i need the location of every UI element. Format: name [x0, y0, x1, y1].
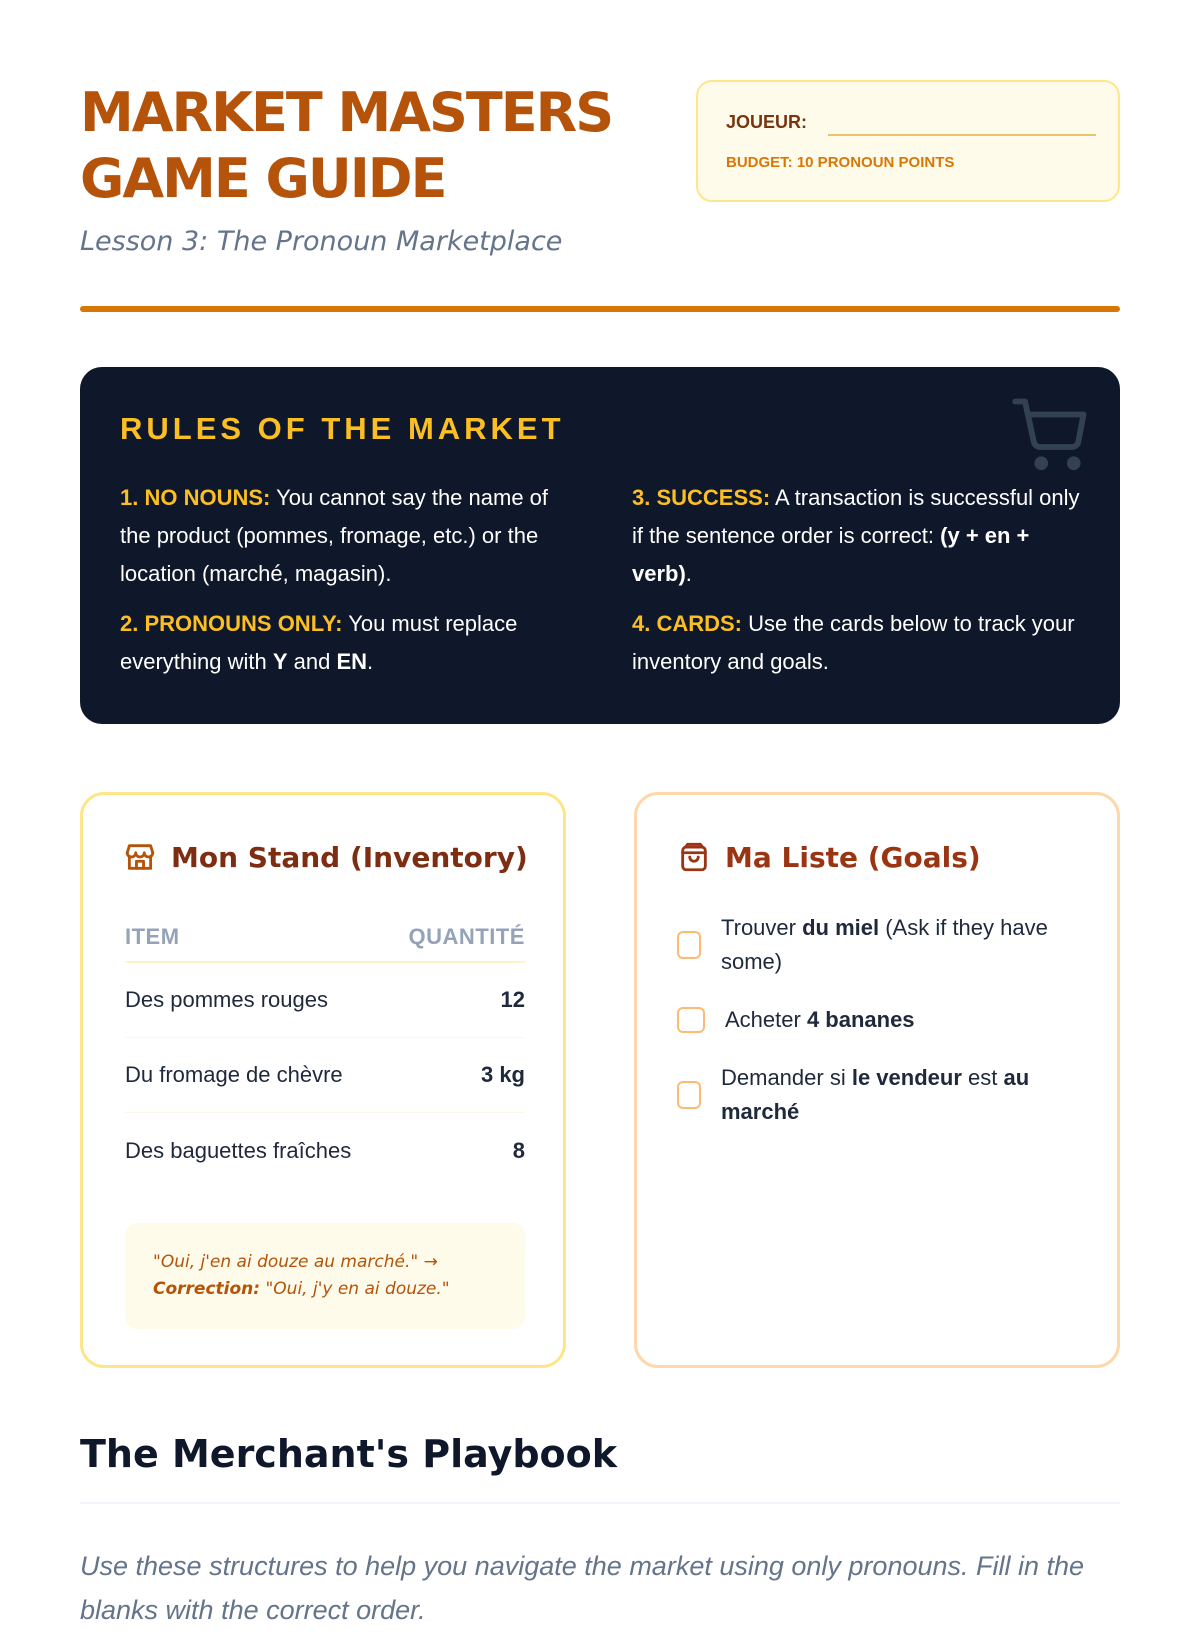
playbook-intro: Use these structures to help you navigate the market using only pronouns. Fill in the blanks with the correct order.: [80, 1551, 1085, 1625]
goal-item: [677, 1061, 1087, 1129]
goals-title: Ma Liste (Goals): [725, 840, 981, 874]
goal-text: Acheter 4 bananes: [725, 1007, 915, 1032]
player-label: JOUEUR:: [726, 112, 808, 132]
goal-checkbox[interactable]: [677, 1081, 701, 1109]
goal-checkbox[interactable]: [677, 931, 701, 959]
rule-item: 4. CARDS: Use the cards below to track your inventory and goals.: [632, 611, 1075, 674]
rules-column-left: [120, 479, 580, 693]
shopping-bag-icon: [677, 840, 711, 874]
playbook-divider: [80, 1502, 1120, 1504]
rules-column-right: [632, 479, 1092, 693]
goal-text: Demander si le vendeur est au marché: [721, 1065, 1030, 1124]
inventory-title: Mon Stand (Inventory): [171, 840, 528, 874]
rules-title: RULES OF THE MARKET: [120, 411, 565, 446]
item-name: Des baguettes fraîches: [125, 1137, 352, 1163]
table-row: [125, 1038, 525, 1113]
budget-label: BUDGET: 10 PRONOUN POINTS: [726, 154, 955, 171]
store-icon: [123, 840, 157, 874]
header-divider: [80, 306, 1120, 312]
tip-quote: "Oui, j'en ai douze au marché." →: [153, 1252, 438, 1272]
rule-item: 1. NO NOUNS: You cannot say the name of the product (pommes, fromage, etc.) or the location (marché, magasin).: [120, 485, 549, 586]
player-box: [696, 80, 1120, 202]
table-row: [125, 1113, 525, 1188]
item-quantity: 8: [512, 1137, 525, 1163]
rules-panel: [80, 367, 1120, 724]
item-name: Des pommes rouges: [125, 987, 328, 1012]
item-quantity: 12: [500, 987, 525, 1012]
column-header-item: ITEM: [125, 924, 180, 949]
goal-item: [677, 1003, 1087, 1037]
table-row: [125, 963, 525, 1038]
shopping-cart-icon: [1012, 395, 1090, 473]
page-subtitle: Lesson 3: The Pronoun Marketplace: [80, 226, 563, 257]
page-header: [80, 80, 1120, 320]
goal-item: [677, 911, 1087, 979]
playbook-title: The Merchant's Playbook: [80, 1432, 618, 1476]
page-title: MARKET MASTERS GAME GUIDE: [80, 81, 613, 210]
goals-card: [634, 792, 1120, 1368]
item-name: Du fromage de chèvre: [125, 1062, 343, 1087]
player-name-blank[interactable]: [828, 134, 1096, 136]
goal-checkbox[interactable]: [677, 1007, 705, 1033]
rule-item: 3. SUCCESS: A transaction is successful only if the sentence order is correct: (y + en + verb).: [632, 485, 1080, 586]
inventory-table-header: [125, 913, 525, 963]
item-quantity: 3 kg: [480, 1062, 525, 1087]
tip-correction: Correction: "Oui, j'y en ai douze.": [153, 1279, 450, 1299]
inventory-card: [80, 792, 566, 1368]
correction-tip: [125, 1223, 525, 1329]
goals-list: [677, 911, 1087, 1153]
inventory-card-header: [123, 837, 528, 877]
column-header-quantity: QUANTITÉ: [408, 924, 525, 949]
goals-card-header: [677, 837, 981, 877]
rule-item: 2. PRONOUNS ONLY: You must replace everything with Y and EN.: [120, 611, 518, 674]
goal-text: Trouver du miel (Ask if they have some): [721, 915, 1048, 974]
inventory-table: [125, 913, 525, 1188]
